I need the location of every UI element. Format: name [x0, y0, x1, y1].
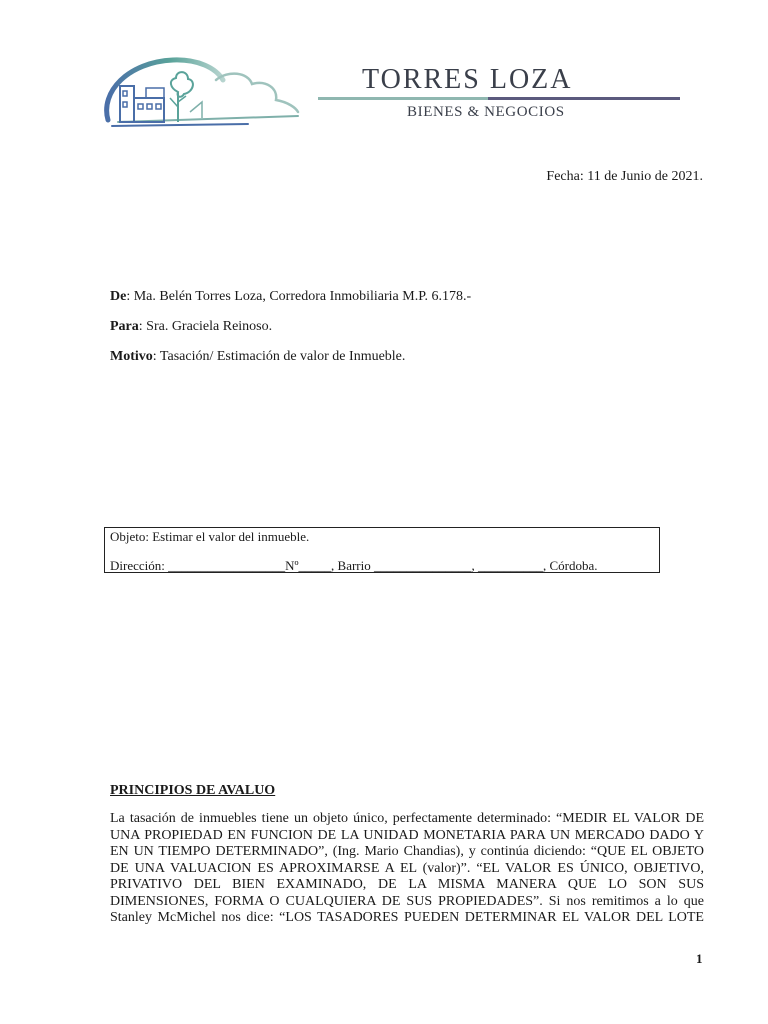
paragraph-line: EN UN TIEMPO DETERMINADO”, (Ing. Mario Chandias), y continúa diciendo: “QUE EL OBJETO [110, 844, 704, 859]
paragraph-line: UNA PROPIEDAD EN FUNCION DE LA UNIDAD MONETARIA PARA UN MERCADO DADO Y [110, 827, 704, 843]
address-text: Dirección: __________________Nº_____, Barrio _______________, __________, Córdoba. [110, 558, 598, 573]
paragraph-line: La tasación de inmuebles tiene un objeto único, perfectamente determinado: “MEDIR EL VALOR DE [110, 811, 704, 826]
to-line [110, 319, 272, 335]
section-title: PRINCIPIOS DE AVALUO [110, 783, 276, 798]
body-paragraph [110, 811, 704, 927]
to-value: : Sra. Graciela Reinoso. [138, 319, 273, 334]
subject-value: : Tasación/ Estimación de valor de Inmueble. [152, 349, 406, 364]
brand-name: TORRES LOZA [362, 64, 573, 95]
page-number: 1 [696, 951, 703, 966]
brand-subtitle: BIENES & NEGOCIOS [407, 104, 565, 120]
objective-box [104, 527, 660, 573]
company-logo [98, 52, 303, 132]
brand-rule-left [318, 97, 488, 100]
paragraph-line: PRIVATIVO DEL BIEN EXAMINADO, DE LA MISMA MANERA QUE LO SON SUS [110, 877, 704, 892]
paragraph-line: Stanley McMichel nos dice: “LOS TASADORES PUEDEN DETERMINAR EL VALOR DEL LOTE [110, 910, 704, 925]
subject-label: Motivo [110, 349, 153, 364]
objective-text: Objeto: Estimar el valor del inmueble. [110, 529, 310, 544]
subject-line [110, 349, 405, 365]
paragraph-line: DIMENSIONES, FORMA O CUALQUIERA DE SUS PROPIEDADES”. Si nos remitimos a lo que [110, 893, 704, 909]
document-date: Fecha: 11 de Junio de 2021. [546, 169, 703, 184]
to-label: Para [110, 319, 139, 334]
from-label: De [110, 289, 127, 304]
paragraph-line: DE UNA VALUACION ES APROXIMARSE A EL (valor)”. “EL VALOR ES ÚNICO, OBJETIVO, [110, 860, 704, 876]
from-line [110, 289, 471, 305]
brand-rule-right [488, 97, 680, 100]
from-value: : Ma. Belén Torres Loza, Corredora Inmobiliaria M.P. 6.178.- [126, 289, 472, 304]
